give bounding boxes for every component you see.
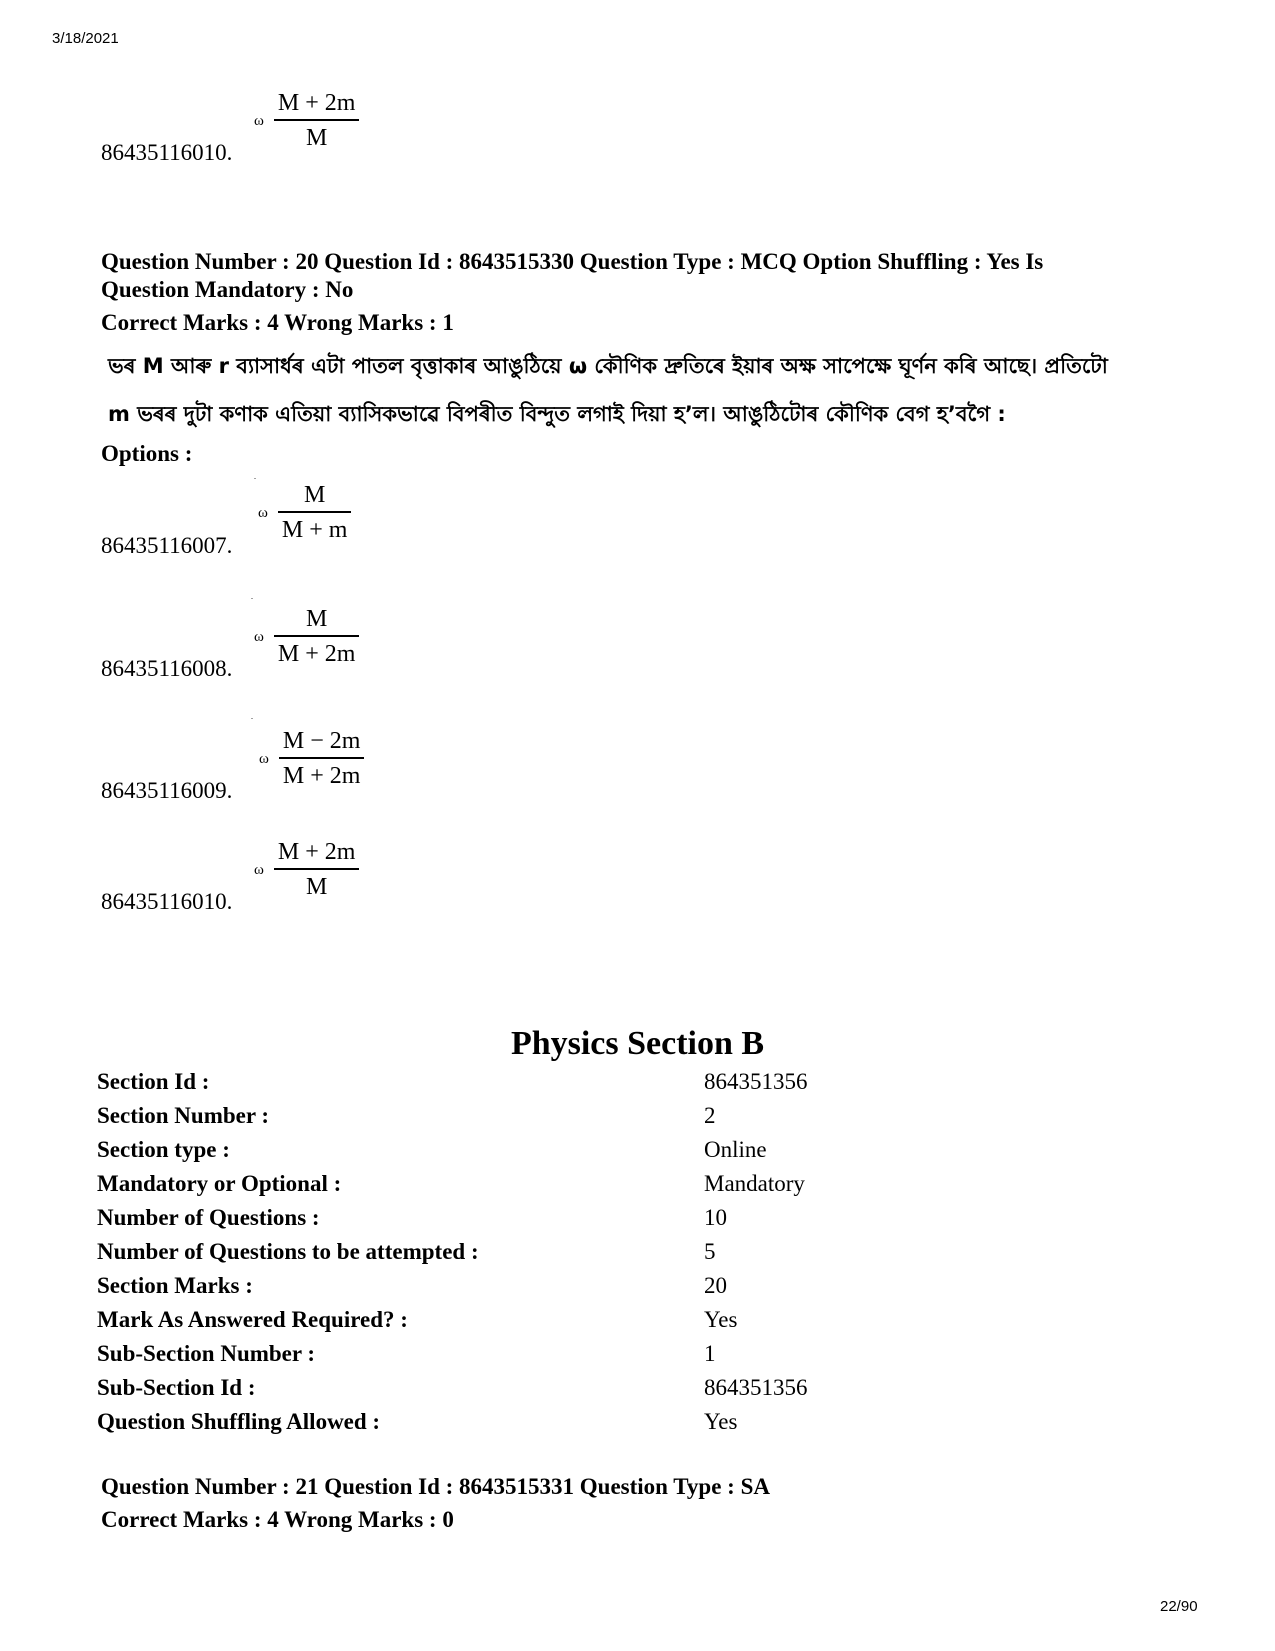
section-row-value: 1 xyxy=(704,1341,716,1366)
q20-header-line2: Question Mandatory : No xyxy=(101,277,354,302)
option-id: 86435116007. xyxy=(101,533,233,558)
q21-marks: Correct Marks : 4 Wrong Marks : 0 xyxy=(101,1507,454,1532)
print-date: 3/18/2021 xyxy=(52,30,119,47)
section-row-label: Sub-Section Number : xyxy=(97,1341,316,1366)
option-formula xyxy=(254,839,359,901)
section-row-label: Number of Questions to be attempted : xyxy=(97,1239,479,1264)
denominator: M + m xyxy=(281,516,348,543)
q20-marks: Correct Marks : 4 Wrong Marks : 1 xyxy=(101,310,454,335)
section-row-label: Mark As Answered Required? : xyxy=(97,1307,408,1332)
omega-symbol: ω xyxy=(254,629,264,646)
denominator: M xyxy=(305,873,328,900)
section-info-table xyxy=(97,1069,897,1443)
numerator: M xyxy=(303,482,326,508)
q20-header-line1: Question Number : 20 Question Id : 8643515330 Question Type : MCQ Option Shuffling : Yes Is xyxy=(101,249,1044,274)
marker-dot: . xyxy=(251,592,253,601)
section-row-label: Section Id : xyxy=(97,1069,210,1094)
section-row-value: 864351356 xyxy=(704,1069,808,1094)
section-row-value: 20 xyxy=(704,1273,727,1298)
numerator: M xyxy=(305,606,328,632)
section-row xyxy=(97,1205,897,1239)
option-id: 86435116008. xyxy=(101,656,233,681)
numerator: M − 2m xyxy=(282,728,361,754)
section-row xyxy=(97,1375,897,1409)
numerator: M + 2m xyxy=(277,839,356,865)
section-row-label: Section Marks : xyxy=(97,1273,253,1298)
marker-dot: . xyxy=(251,712,253,721)
section-row-label: Sub-Section Id : xyxy=(97,1375,256,1400)
section-row-value: Mandatory xyxy=(704,1171,805,1196)
prev-option-formula xyxy=(254,90,359,152)
section-row xyxy=(97,1171,897,1205)
section-row-value: 2 xyxy=(704,1103,716,1128)
section-row xyxy=(97,1103,897,1137)
section-row xyxy=(97,1307,897,1341)
numerator: M + 2m xyxy=(277,90,356,116)
q20-question-text-line2: m ভৰৰ দুটা কণাক এতিয়া ব্যাসিকভাৱে বিপৰীত বিন্দুত লগাই দিয়া হ’ল। আঙুঠিটোৰ কৌণিক বেগ হ’বগৈ : xyxy=(108,402,1006,426)
section-row-value: Online xyxy=(704,1137,767,1162)
section-row-value: Yes xyxy=(704,1307,738,1332)
section-row xyxy=(97,1137,897,1171)
prev-option-id: 86435116010. xyxy=(101,140,233,165)
omega-symbol: ω xyxy=(259,751,269,768)
q20-options-label: Options : xyxy=(101,441,193,466)
section-row-value: 864351356 xyxy=(704,1375,808,1400)
section-row-label: Section type : xyxy=(97,1137,230,1162)
section-row-value: 10 xyxy=(704,1205,727,1230)
option-formula xyxy=(258,482,351,544)
option-formula xyxy=(254,606,359,668)
q20-question-text-line1: ভৰ M আৰু r ব্যাসাৰ্ধৰ এটা পাতল বৃত্তাকাৰ আঙুঠিয়ে ω কৌণিক দ্ৰুতিৰে ইয়াৰ অক্ষ সাপেক্ষে ঘূৰ্ণন কৰি আছে। প্ৰতিটো xyxy=(108,354,1108,378)
section-row xyxy=(97,1273,897,1307)
option-formula xyxy=(259,728,364,790)
page-number: 22/90 xyxy=(1160,1598,1198,1615)
section-row xyxy=(97,1341,897,1375)
section-row-value: 5 xyxy=(704,1239,716,1264)
marker-dot: . xyxy=(254,472,256,481)
section-row xyxy=(97,1069,897,1103)
denominator: M + 2m xyxy=(277,640,356,667)
q21-header: Question Number : 21 Question Id : 8643515331 Question Type : SA xyxy=(101,1474,770,1499)
section-row-value: Yes xyxy=(704,1409,738,1434)
section-title: Physics Section B xyxy=(510,1025,765,1062)
section-row-label: Number of Questions : xyxy=(97,1205,320,1230)
section-row xyxy=(97,1239,897,1273)
section-row-label: Question Shuffling Allowed : xyxy=(97,1409,381,1434)
omega-symbol: ω xyxy=(254,113,264,130)
omega-symbol: ω xyxy=(254,862,264,879)
section-row-label: Section Number : xyxy=(97,1103,270,1128)
option-id: 86435116010. xyxy=(101,889,233,914)
omega-symbol: ω xyxy=(258,505,268,522)
denominator: M + 2m xyxy=(282,762,361,789)
option-id: 86435116009. xyxy=(101,778,233,803)
section-row-label: Mandatory or Optional : xyxy=(97,1171,342,1196)
denominator: M xyxy=(305,124,328,151)
section-row xyxy=(97,1409,897,1443)
